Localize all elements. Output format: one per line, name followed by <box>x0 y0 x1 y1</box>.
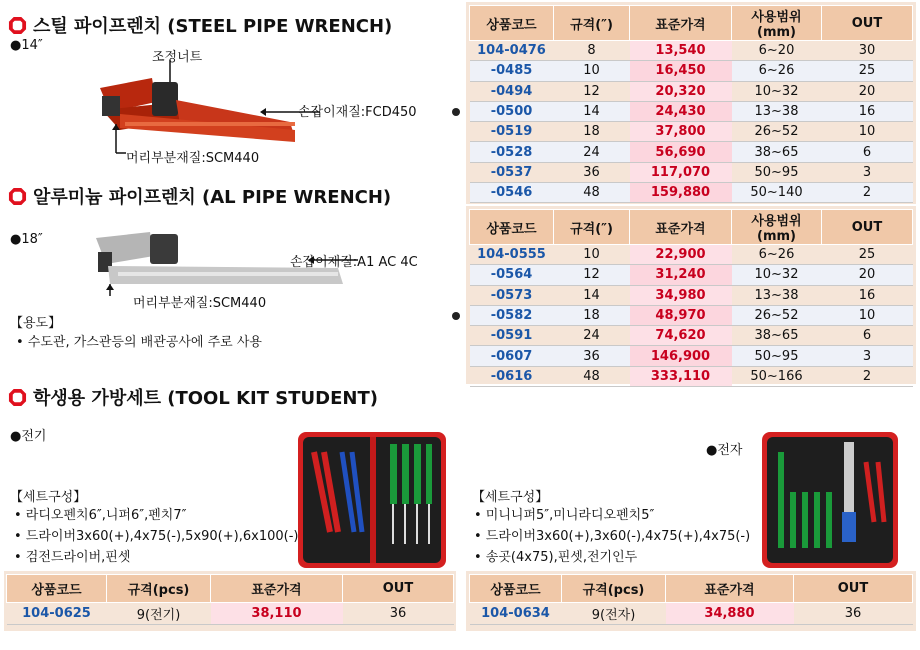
electric-tool-kit-image <box>298 432 446 568</box>
section3-title-text: 학생용 가방세트 (TOOL KIT STUDENT) <box>33 388 378 409</box>
electric-kit-label: ●전기 <box>10 429 47 444</box>
cell-code <box>470 305 554 325</box>
cell-out: 30 <box>822 41 913 61</box>
table-row <box>470 285 913 305</box>
table-row <box>470 162 913 182</box>
elec-set-list <box>14 505 298 568</box>
col-header-price: 표준가격 <box>211 575 343 603</box>
list-item: • 라디오펜치6″,니퍼6″,펜치7″ <box>14 508 187 523</box>
cell-range: 13~38 <box>732 101 822 121</box>
callout-head-material-steel: 머리부분재질:SCM440 <box>126 151 260 166</box>
cell-spec: 24 <box>554 326 630 346</box>
cell-range: 6~26 <box>732 245 822 265</box>
cell-spec: 10 <box>554 245 630 265</box>
table-al-wrench <box>469 209 913 387</box>
cell-price: 159,880 <box>630 183 732 203</box>
size-label-18: ●18″ <box>10 232 43 247</box>
section2-title-text: 알루미늄 파이프렌치 (AL PIPE WRENCH) <box>33 187 392 208</box>
table-electronic-kit <box>469 574 913 625</box>
cell-spec: 24 <box>554 142 630 162</box>
cell-price: 333,110 <box>630 366 732 386</box>
cell-spec: 8 <box>554 41 630 61</box>
table-steel-wrench <box>469 5 913 203</box>
cell-spec: 18 <box>554 122 630 142</box>
section1-title-text: 스틸 파이프렌치 (STEEL PIPE WRENCH) <box>33 16 393 37</box>
table-row <box>470 603 913 625</box>
cell-code: -0537 <box>470 162 554 182</box>
list-item: • 검전드라이버,핀셋 <box>14 550 131 565</box>
table-row <box>470 245 913 265</box>
cell-range: 50~140 <box>732 183 822 203</box>
col-header-price: 표준가격 <box>666 575 794 603</box>
callout-handle-material-al: 손잡이재질:A1 AC 4C <box>290 255 418 270</box>
cell-price: 117,070 <box>630 162 732 182</box>
usage-label: 【용도】 <box>10 316 62 331</box>
electronic-tool-kit-image <box>762 432 898 568</box>
cell-code-text: -0582 <box>490 308 533 324</box>
size-label-14: ●14″ <box>10 38 43 53</box>
cell-price: 38,110 <box>211 603 343 625</box>
cell-code: 104-0634 <box>470 603 562 625</box>
cell-code: -0519 <box>470 122 554 142</box>
cell-out: 25 <box>822 245 913 265</box>
cell-price: 34,880 <box>666 603 794 625</box>
cell-out: 20 <box>822 265 913 285</box>
octagon-bullet-icon <box>8 187 27 206</box>
list-item: • 드라이버3x60(+),3x60(-),4x75(+),4x75(-) <box>474 529 751 544</box>
list-item: • 미니니퍼5″,미니라디오펜치5″ <box>474 508 655 523</box>
cell-code: -0546 <box>470 183 554 203</box>
cell-out: 20 <box>822 81 913 101</box>
cell-code: -0494 <box>470 81 554 101</box>
cell-code: -0573 <box>470 285 554 305</box>
table-row <box>7 603 454 625</box>
cell-code: 104-0476 <box>470 41 554 61</box>
cell-price: 37,800 <box>630 122 732 142</box>
col-header-out: OUT <box>343 575 454 603</box>
table-row <box>470 183 913 203</box>
col-header-range: 사용범위(mm) <box>732 210 822 245</box>
cell-price: 16,450 <box>630 61 732 81</box>
cell-price: 48,970 <box>630 305 732 325</box>
octagon-bullet-icon <box>8 388 27 407</box>
cell-price: 31,240 <box>630 265 732 285</box>
cell-price: 13,540 <box>630 41 732 61</box>
cell-spec: 14 <box>554 285 630 305</box>
cell-price: 56,690 <box>630 142 732 162</box>
cell-spec: 10 <box>554 61 630 81</box>
cell-spec: 12 <box>554 81 630 101</box>
cell-code: -0616 <box>470 366 554 386</box>
cell-code: -0607 <box>470 346 554 366</box>
elec2-set-label: 【세트구성】 <box>472 490 549 505</box>
col-header-code: 상품코드 <box>7 575 107 603</box>
callout-head-material-al: 머리부분재질:SCM440 <box>133 296 267 311</box>
col-header-price: 표준가격 <box>630 210 732 245</box>
cell-range: 10~32 <box>732 81 822 101</box>
col-header-code: 상품코드 <box>470 575 562 603</box>
cell-out: 25 <box>822 61 913 81</box>
section-title-al-wrench <box>8 183 391 209</box>
table-row <box>470 41 913 61</box>
col-header-spec: 규격(pcs) <box>562 575 666 603</box>
cell-range: 26~52 <box>732 122 822 142</box>
callout-adjust-nut: 조정너트 <box>152 50 203 65</box>
cell-out: 36 <box>794 603 913 625</box>
cell-code <box>470 101 554 121</box>
table-row <box>470 265 913 285</box>
cell-code: 104-0625 <box>7 603 107 625</box>
cell-range: 50~95 <box>732 162 822 182</box>
cell-range: 50~95 <box>732 346 822 366</box>
elec2-set-list <box>474 505 750 568</box>
table-row <box>470 61 913 81</box>
col-header-out: OUT <box>794 575 913 603</box>
cell-range: 38~65 <box>732 326 822 346</box>
col-header-spec: 규격(pcs) <box>107 575 211 603</box>
cell-spec: 36 <box>554 346 630 366</box>
cell-out: 36 <box>343 603 454 625</box>
table-row <box>470 101 913 121</box>
cell-spec: 48 <box>554 366 630 386</box>
table-electric-kit <box>6 574 454 625</box>
usage-text: • 수도관, 가스관등의 배관공사에 주로 사용 <box>16 335 262 350</box>
cell-range: 6~26 <box>732 61 822 81</box>
table-row <box>470 142 913 162</box>
cell-range: 6~20 <box>732 41 822 61</box>
cell-spec: 9(전자) <box>562 603 666 625</box>
cell-range: 10~32 <box>732 265 822 285</box>
cell-code: -0485 <box>470 61 554 81</box>
cell-code-text: -0500 <box>490 104 533 120</box>
col-header-price: 표준가격 <box>630 6 732 41</box>
electronic-kit-label: ●전자 <box>706 443 743 458</box>
cell-price: 34,980 <box>630 285 732 305</box>
list-item: • 송곳(4x75),핀셋,전기인두 <box>474 550 638 565</box>
cell-code: -0528 <box>470 142 554 162</box>
cell-out: 3 <box>822 346 913 366</box>
col-header-spec: 규격(″) <box>554 210 630 245</box>
cell-price: 24,430 <box>630 101 732 121</box>
cell-price: 20,320 <box>630 81 732 101</box>
cell-spec: 14 <box>554 101 630 121</box>
cell-range: 26~52 <box>732 305 822 325</box>
list-item: • 드라이버3x60(+),4x75(-),5x90(+),6x100(-) <box>14 529 299 544</box>
cell-spec: 36 <box>554 162 630 182</box>
octagon-bullet-icon <box>8 16 27 35</box>
cell-range: 38~65 <box>732 142 822 162</box>
col-header-range: 사용범위(mm) <box>732 6 822 41</box>
cell-price: 146,900 <box>630 346 732 366</box>
featured-dot-icon <box>452 108 460 116</box>
col-header-spec: 규격(″) <box>554 6 630 41</box>
cell-out: 10 <box>822 122 913 142</box>
section-title-steel-wrench <box>8 12 392 38</box>
callout-handle-material-steel: 손잡이재질:FCD450 <box>298 105 417 120</box>
cell-range: 50~166 <box>732 366 822 386</box>
cell-out: 6 <box>822 326 913 346</box>
cell-out: 16 <box>822 285 913 305</box>
col-header-out: OUT <box>822 210 913 245</box>
col-header-code: 상품코드 <box>470 6 554 41</box>
col-header-out: OUT <box>822 6 913 41</box>
cell-spec: 48 <box>554 183 630 203</box>
cell-out: 10 <box>822 305 913 325</box>
table-row <box>470 305 913 325</box>
cell-out: 3 <box>822 162 913 182</box>
section-title-tool-kit <box>8 384 378 410</box>
table-row <box>470 366 913 386</box>
table-row <box>470 81 913 101</box>
elec-set-label: 【세트구성】 <box>10 490 87 505</box>
cell-range: 13~38 <box>732 285 822 305</box>
cell-spec: 12 <box>554 265 630 285</box>
cell-code: 104-0555 <box>470 245 554 265</box>
cell-out: 2 <box>822 183 913 203</box>
cell-price: 22,900 <box>630 245 732 265</box>
cell-out: 6 <box>822 142 913 162</box>
col-header-code: 상품코드 <box>470 210 554 245</box>
cell-out: 16 <box>822 101 913 121</box>
cell-spec: 18 <box>554 305 630 325</box>
cell-code: -0564 <box>470 265 554 285</box>
cell-spec: 9(전기) <box>107 603 211 625</box>
table-row <box>470 346 913 366</box>
cell-price: 74,620 <box>630 326 732 346</box>
cell-code: -0591 <box>470 326 554 346</box>
table-row <box>470 326 913 346</box>
cell-out: 2 <box>822 366 913 386</box>
featured-dot-icon <box>452 312 460 320</box>
table-row <box>470 122 913 142</box>
